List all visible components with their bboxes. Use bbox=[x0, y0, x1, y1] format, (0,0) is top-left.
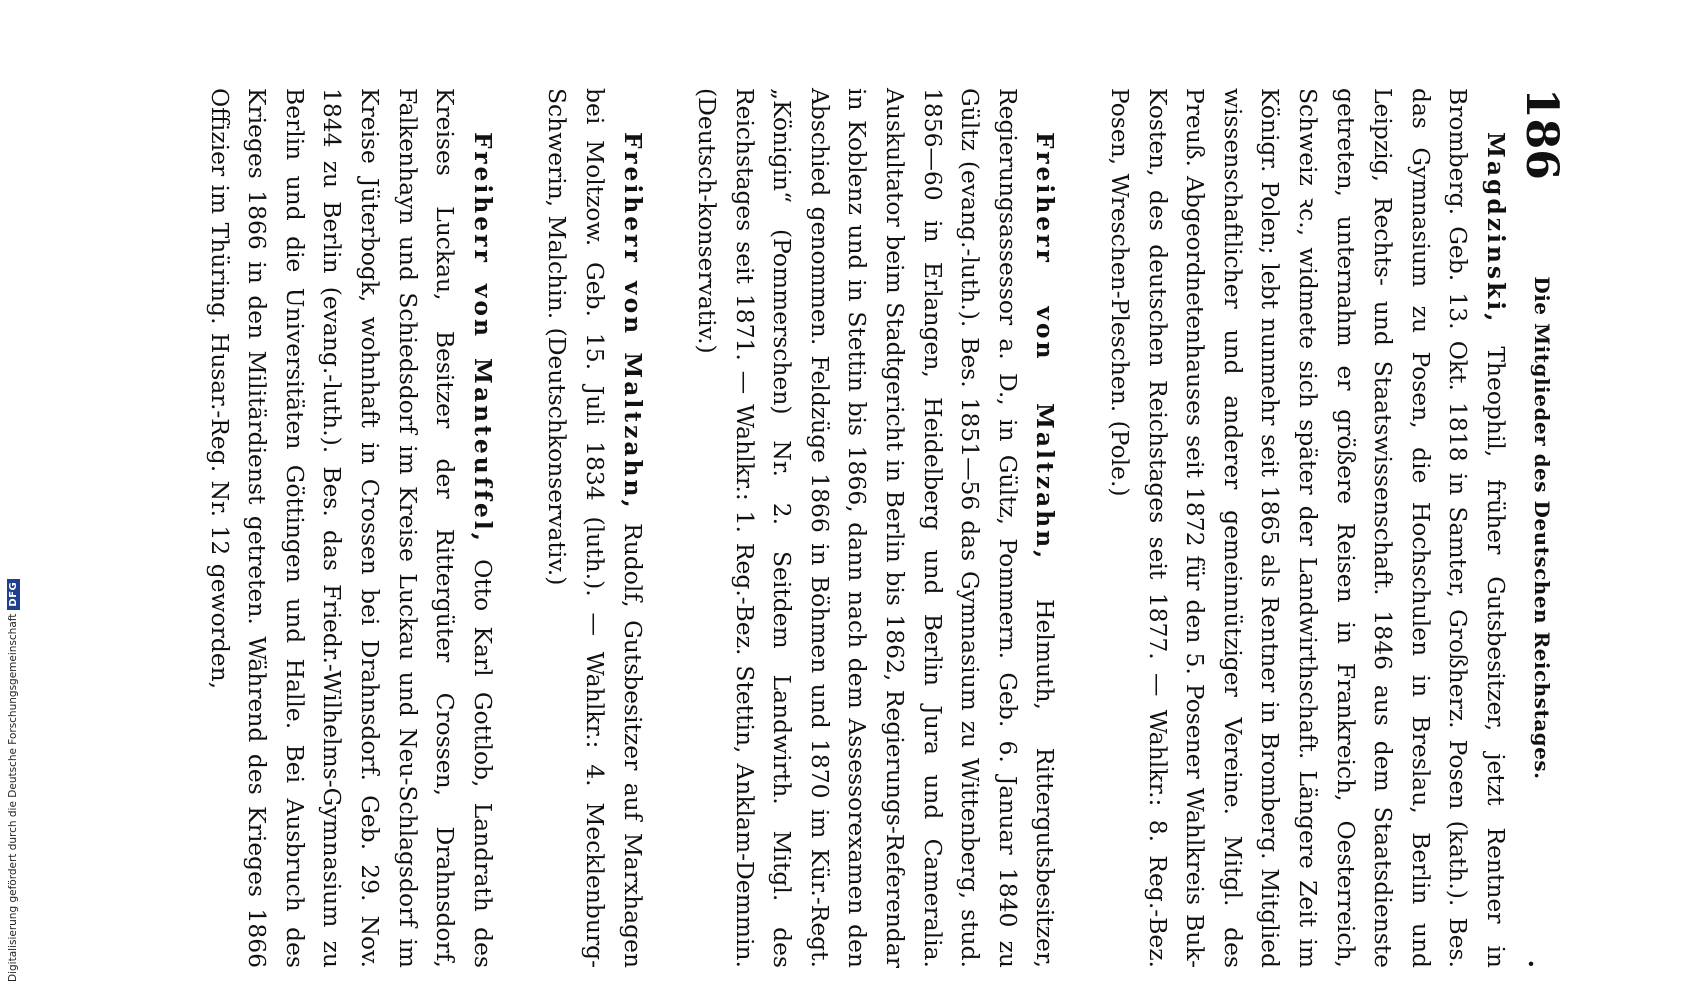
page-number: 186 bbox=[1516, 88, 1568, 180]
header-mark: . bbox=[1523, 959, 1552, 968]
member-entry bbox=[688, 88, 1064, 968]
member-bio: Theophil, früher Gutsbesitzer, jetzt Rentner in Bromberg. Geb. 13. Okt. 1818 in Samter, Großherz. Posen (kath.). Bes. das Gymnasium zu Posen, die Hochschulen in Breslau, Berlin und Leipzig, Rechts- und Staatswissenschaft. 1846 aus dem Staatsdienste getreten, unternahm er größere Reisen in Frankreich, Oesterreich, Schweiz ꝛc., widmete sich später der Landwirthschaft. Längere Zeit im Königr. Polen; lebt nunmehr seit 1865 als Rentner in Bromberg. Mitglied wissenschaftlicher und anderer gemeinnütziger Vereine. Mitgl. des Preuß. Abgeordnetenhauses seit 1872 für den 5. Posener Wahlkreis Buk-Kosten, des deutschen Reichstages seit 1877. — Wahlkr.: 8. Reg.-Bez. Posen, Wreschen-Pleschen. (Pole.) bbox=[1106, 88, 1510, 968]
digitization-credit-strip bbox=[0, 0, 22, 1000]
member-bio: Otto Karl Gottlob, Landrath des Kreises Luckau, Besitzer der Rittergüter Crossen, Drahnsdorf, Falkenhayn und Schiedsdorf im Kreise Luckau und Neu-Schlagsdorf im Kreise Jüterbogk, wohnhaft in Crossen bei Drahnsdorf. Geb. 29. Nov. 1844 zu Berlin (evang.-luth.). Bes. das Friedr.-Wilhelms-Gymnasium zu Berlin und die Universitäten Göttingen und Halle. Bei Ausbruch des Krieges 1866 in den Militärdienst getreten. Während des Krieges 1866 Offizier im Thüring. Husar.-Reg. Nr. 12 geworden, bbox=[205, 88, 497, 968]
member-bio: Helmuth, Rittergutsbesitzer, Regierungsassessor a. D., in Gültz, Pommern. Geb. 6. Januar 1840 zu Gültz (evang.-luth.). Bes. 1851—56 das Gymnasium zu Wittenberg, stud. 1856—60 in Erlangen, Heidelberg und Berlin Jura und Cameralia. Auskultator beim Stadtgericht in Berlin bis 1862, Regierungs-Referendar in Koblenz und in Stettin bis 1866, dann nach dem Assessorexamen den Abschied genommen. Feldzüge 1866 in Böhmen und 1870 im Kür.-Regt. „Königin“ (Pommerschen) Nr. 2. Seitdem Landwirth. Mitgl. des Reichstages seit 1871. — Wahlkr.: 1. Reg.-Bez. Stettin, Anklam-Demmin. (Deutsch-konservativ.) bbox=[693, 88, 1060, 968]
member-entry bbox=[538, 88, 651, 968]
running-head: Die Mitglieder des Deutschen Reichstages. bbox=[1530, 276, 1554, 780]
scanned-page bbox=[120, 0, 1580, 1000]
page-header bbox=[1514, 88, 1570, 968]
member-name: Freiherr von Manteuffel, bbox=[468, 132, 497, 544]
member-entry bbox=[200, 88, 501, 968]
digitization-credit-text: Digitalisierung gefördert durch die Deutsche Forschungsgemeinschaft bbox=[7, 613, 19, 982]
dfg-logo-icon: DFG bbox=[7, 579, 20, 610]
digitization-credit bbox=[2, 581, 24, 982]
member-name: Freiherr von Maltzahn, bbox=[618, 132, 647, 511]
member-name: Magdzinski, bbox=[1482, 132, 1510, 325]
member-name: Freiherr von Maltzahn, bbox=[1031, 132, 1060, 562]
member-entry bbox=[1100, 88, 1514, 968]
page-content bbox=[200, 88, 1580, 968]
member-bio: Rudolf, Gutsbesitzer auf Marxhagen bei Moltzow. Geb. 15. Juli 1834 (luth.). — Wahlkr.: 4. Mecklenburg-Schwerin, Malchin. (Deutschkonservativ.) bbox=[543, 88, 647, 969]
